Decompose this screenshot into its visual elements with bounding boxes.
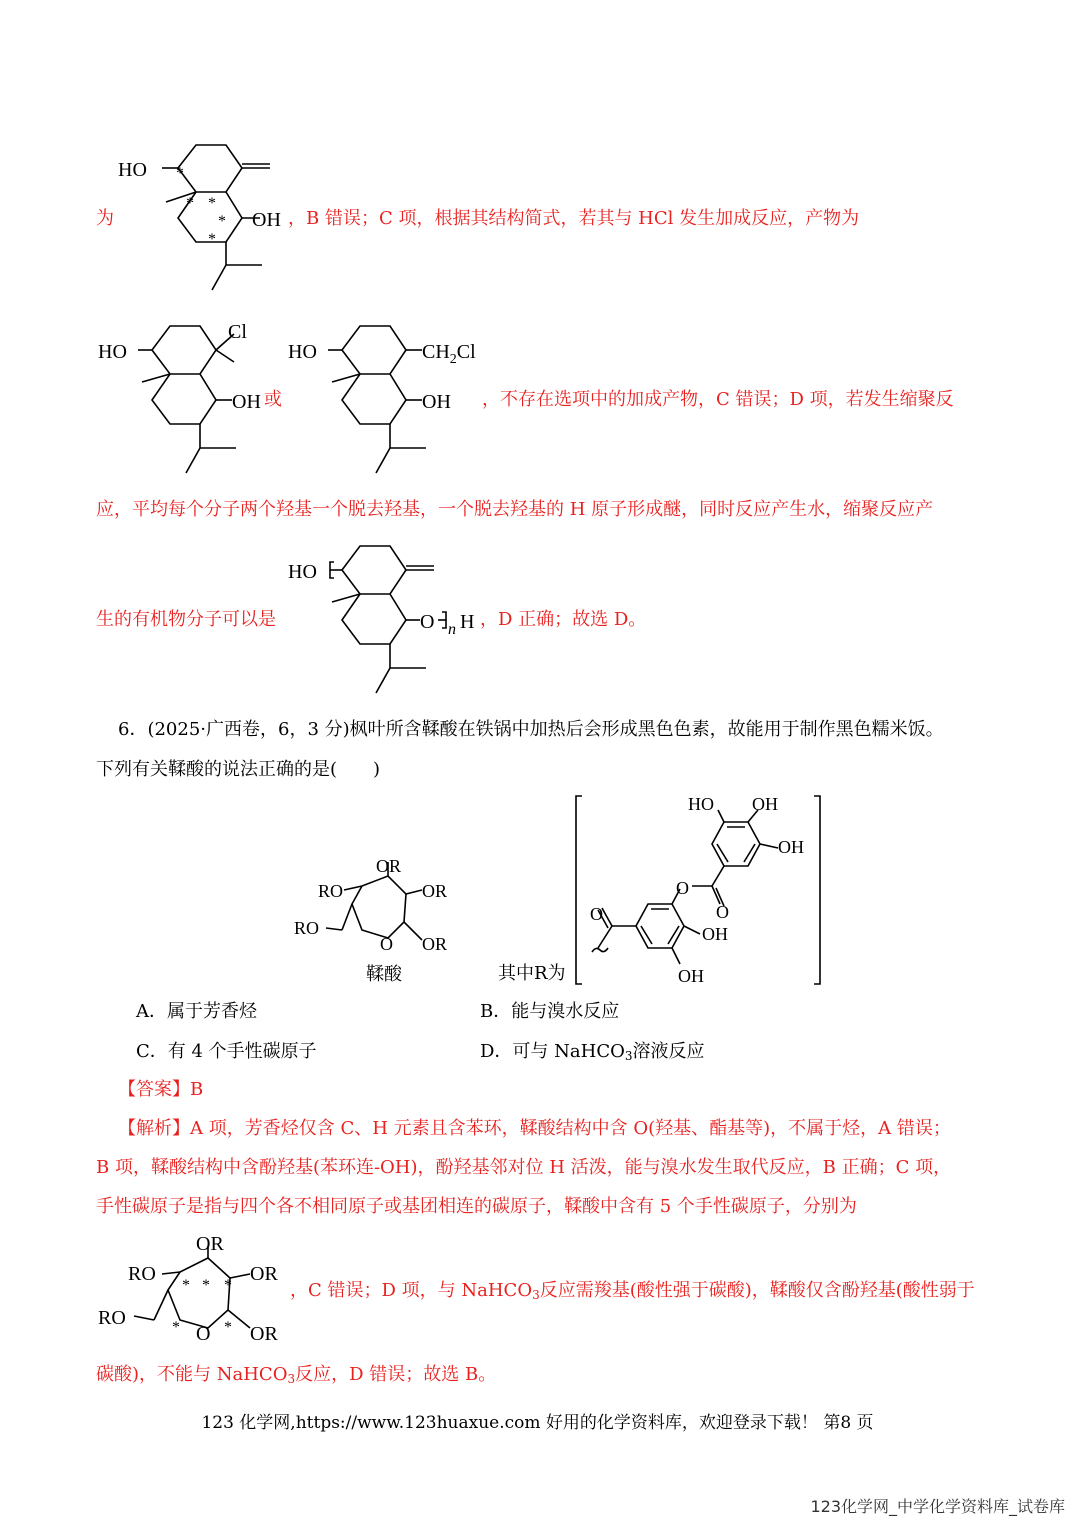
chiral-star: *: [172, 1319, 180, 1336]
chiral-star: *: [176, 165, 184, 182]
or-label: OR: [196, 1233, 224, 1255]
option-c[interactable]: C．有 4 个手性碳原子: [136, 1041, 317, 1062]
structure-tannic-acid: [292, 852, 462, 992]
oh-label: OH: [232, 391, 261, 413]
oh-label: OH: [752, 794, 778, 814]
ester-o-label: O: [676, 878, 689, 898]
analysis-l1: 【解析】A 项，芳香烃仅含 C、H 元素且含苯环，鞣酸结构中含 O(羟基、酯基等)，不属于烃，A 错误；: [118, 1118, 951, 1139]
question-stem-1: 6．(2025·广西卷，6，3 分)枫叶所含鞣酸在铁锅中加热后会形成黑色色素，故能用于制作黑色糯米饭。: [118, 719, 944, 740]
structure-cl-adduct: [96, 318, 266, 478]
analysis-l2: B 项，鞣酸结构中含酚羟基(苯环连-OH)，酚羟基邻对位 H 活泼，能与溴水发生取代反应，B 正确；C 项，: [96, 1157, 952, 1178]
n-label: n: [448, 621, 456, 638]
or-label: OR: [422, 881, 448, 901]
oh-label: OH: [778, 837, 804, 857]
cl-label: Cl: [228, 321, 247, 343]
ring-o-label: O: [380, 934, 393, 954]
option-b[interactable]: B．能与溴水反应: [480, 1001, 620, 1022]
ho-label: HO: [688, 794, 714, 814]
or-label: OR: [422, 934, 448, 954]
structure-r-group: [572, 792, 828, 990]
ho-label: HO: [288, 341, 317, 363]
or-label: OR: [376, 856, 402, 876]
analysis-l4: ，C 错误；D 项，与 NaHCO$_3$反应需羧基(酸性强于碳酸)，鞣酸仅含酚羟基(酸性弱于: [290, 1280, 975, 1302]
oh-label: OH: [422, 391, 451, 413]
ro-label: RO: [318, 881, 344, 901]
chiral-star: *: [182, 1277, 190, 1294]
ho-label: HO: [288, 561, 317, 583]
h-label: H: [460, 611, 475, 633]
r-group-label: 其中R为: [498, 963, 566, 984]
oh-label: OH: [702, 924, 728, 944]
page-footer: 123 化学网,https://www.123huaxue.com 好用的化学资料库，欢迎登录下载！ 第8 页: [201, 1413, 874, 1433]
chiral-star: *: [224, 1319, 232, 1336]
ro-label: RO: [98, 1307, 126, 1329]
text-huo: 或: [264, 389, 282, 410]
ho-label: HO: [118, 159, 147, 181]
chiral-star: *: [208, 231, 216, 248]
question-stem-2: 下列有关鞣酸的说法正确的是( ): [96, 759, 381, 780]
oh-label: OH: [678, 966, 704, 986]
carbonyl-o-label: O: [716, 902, 729, 922]
text-wei: 为: [96, 208, 114, 229]
carbonyl-o-label: O: [590, 904, 603, 924]
answer: 【答案】B: [118, 1079, 204, 1100]
chiral-star: *: [202, 1277, 210, 1294]
ring-o-label: O: [196, 1323, 211, 1345]
analysis-line-4b: ，D 正确；故选 D。: [480, 609, 647, 630]
or-label: OR: [250, 1323, 278, 1345]
option-a[interactable]: A．属于芳香烃: [136, 1001, 257, 1022]
chiral-star: *: [186, 195, 194, 212]
ch2cl-label: $CH_2Cl$: [422, 341, 476, 367]
structure-chiral-carbons: [96, 1228, 296, 1358]
analysis-line-1: ，B 错误；C 项，根据其结构简式，若其与 HCl 发生加成反应，产物为: [288, 208, 860, 229]
structure-ch2cl-adduct: [286, 318, 486, 478]
ro-label: RO: [128, 1263, 156, 1285]
watermark: 123化学网_中学化学资料库_试卷库: [810, 1497, 1065, 1516]
chiral-star: *: [208, 195, 216, 212]
ro-label: RO: [294, 918, 320, 938]
analysis-line-3: 应，平均每个分子两个羟基一个脱去羟基，一个脱去羟基的 H 原子形成醚，同时反应产生水，缩聚反应产: [96, 499, 934, 520]
analysis-l3: 手性碳原子是指与四个各不相同原子或基团相连的碳原子，鞣酸中含有 5 个手性碳原子，分别为: [96, 1196, 857, 1217]
chiral-star: *: [224, 1277, 232, 1294]
chiral-star: *: [218, 213, 226, 230]
structure-polyether: [286, 538, 496, 698]
or-label: OR: [250, 1263, 278, 1285]
analysis-line-4a: 生的有机物分子可以是: [96, 609, 276, 630]
ho-label: HO: [98, 341, 127, 363]
compound-name: 鞣酸: [366, 964, 402, 984]
oh-label: OH: [252, 209, 281, 231]
analysis-line-2: ，不存在选项中的加成产物，C 错误；D 项，若发生缩聚反: [482, 389, 954, 410]
analysis-l5: 碳酸)，不能与 NaHCO$_3$反应，D 错误；故选 B。: [96, 1364, 497, 1386]
structure-diol-stars: [110, 130, 300, 300]
o-label: O: [420, 611, 435, 633]
option-d[interactable]: D．可与 NaHCO$_3$溶液反应: [480, 1041, 705, 1063]
